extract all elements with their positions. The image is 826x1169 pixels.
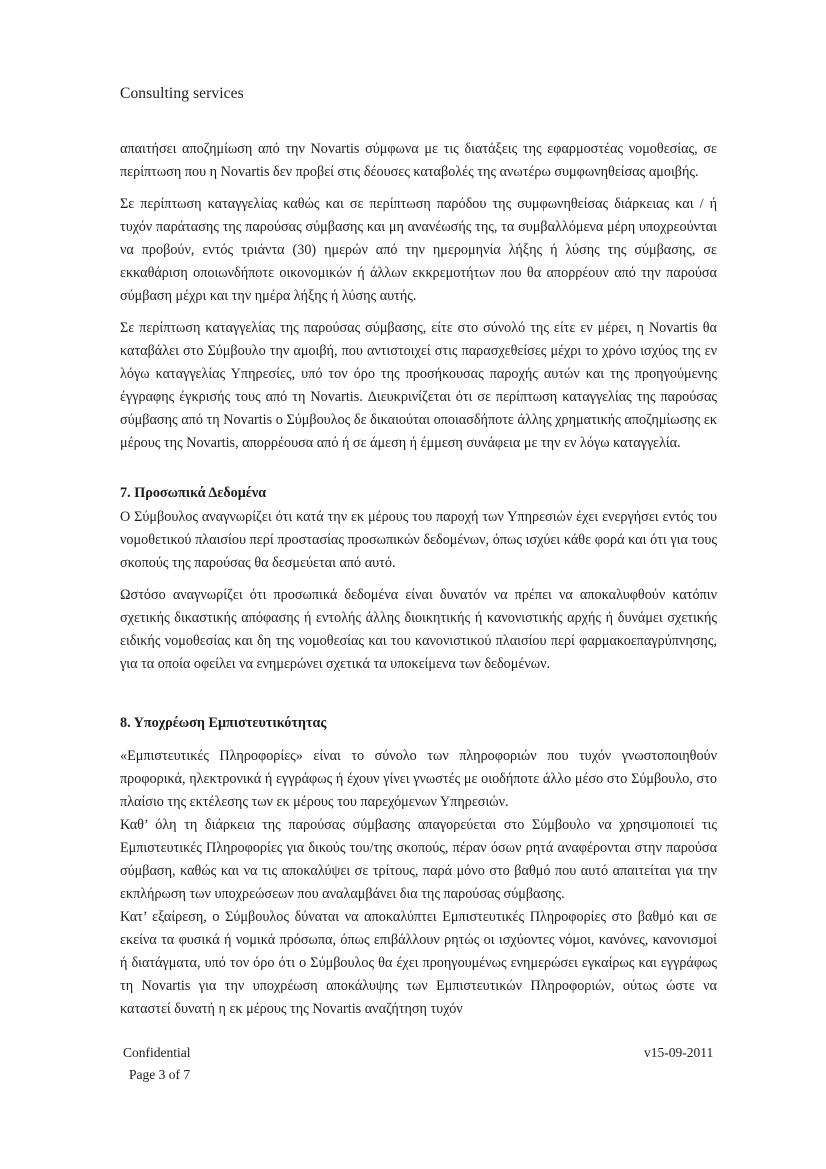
paragraph-data-protection: Ο Σύμβουλος αναγνωρίζει ότι κατά την εκ μέρους του παροχή των Υπηρεσιών έχει ενεργήσει εντός του νομοθετικού πλαισίου περί προστασίας προσωπικών δεδομένων, όπως ισχύει κάθε φορά και ότι για τους σκοπούς της παρούσας θα δεσμεύεται από αυτό. xyxy=(120,509,717,571)
paragraph-settlement: Σε περίπτωση καταγγελίας καθώς και σε περίπτωση παρόδου της συμφωνηθείσας διάρκειας και / ή τυχόν παράτασης της παρούσας σύμβασης και μη ανανέωσής της, τα συμβαλλόμενα μέρη υποχρεούνται να προβούν, εντός τριάντα (30) ημερών από την ημερομηνία λήξης ή λύσης της σύμβασης, σε εκκαθάριση οποιωνδήποτε οικονομικών ή άλλων εκκρεμοτήτων που θα απορρέουν από την παρούσα σύμβαση μέχρι και την ημέρα λήξης ή λύσης αυτής. xyxy=(120,196,717,304)
paragraph-termination-fee: Σε περίπτωση καταγγελίας της παρούσας σύμβασης, είτε στο σύνολό της είτε εν μέρει, η Novartis θα καταβάλει στο Σύμβουλο την αμοιβή, που αντιστοιχεί στις παρασχεθείσες μέχρι το χρόνο ισχύος της εν λόγω καταγγελίας Υπηρεσίες, υπό τον όρο της προσήκουσας παροχής αυτών και της προηγούμενης έγγραφης έγκρισής τους από τη Novartis. Διευκρινίζεται ότι σε περίπτωση καταγγελίας της παρούσας σύμβασης από τη Novartis ο Σύμβουλος δε δικαιούται οποιασδήποτε άλλης χρηματικής αποζημίωσης εκ μέρους της Novartis, απορρέουσα από ή σε άμεση ή έμμεση συνάφεια με την εν λόγω καταγγελία. xyxy=(120,320,717,451)
section-heading-confidentiality: 8. Υποχρέωση Εμπιστευτικότητας xyxy=(120,715,327,731)
paragraph-confidential-definition: «Εμπιστευτικές Πληροφορίες» είναι το σύνολο των πληροφοριών που τυχόν γνωστοποιηθούν προφορικά, ηλεκτρονικά ή εγγράφως ή έχουν γίνει γνωστές με οιοδήποτε άλλο μέσο στο Σύμβουλο, στο πλαίσιο της εκτέλεσης των εκ μέρους του παρεχόμενων Υπηρεσιών. xyxy=(120,748,717,810)
section-heading-personal-data: 7. Προσωπικά Δεδομένα xyxy=(120,485,267,501)
document-body xyxy=(120,138,717,1021)
paragraph-confidential-exception: Κατ’ εξαίρεση, ο Σύμβουλος δύναται να αποκαλύπτει Εμπιστευτικές Πληροφορίες στο βαθμό και σε εκείνα τα φυσικά ή νομικά πρόσωπα, όπως επιβάλλουν ρητώς οι ισχύοντες νόμοι, κανόνες, κανονισμοί ή διατάγματα, υπό τον όρο ότι ο Σύμβουλος θα έχει προηγουμένως ενημερώσει εγκαίρως και εγγράφως τη Novartis για την υποχρέωση αποκάλυψης των Εμπιστευτικών Πληροφοριών, ούτως ώστε να καταστεί δυνατή η εκ μέρους της Novartis αναζήτηση τυχόν xyxy=(120,909,717,1017)
paragraph-data-disclosure: Ωστόσο αναγνωρίζει ότι προσωπικά δεδομένα είναι δυνατόν να πρέπει να αποκαλυφθούν κατόπιν σχετικής δικαστικής απόφασης ή εντολής άλλης διοικητικής ή κανονιστικής αρχής ή δυνάμει σχετικής ειδικής νομοθεσίας και δη της νομοθεσίας και του κανονιστικού πλαισίου περί φαρμακοεπαγρύπνησης, για τα οποία οφείλει να ενημερώνει σχετικά τα υποκείμενα των δεδομένων. xyxy=(120,587,717,672)
paragraph-compensation: απαιτήσει αποζημίωση από την Novartis σύμφωνα με τις διατάξεις της εφαρμοστέας νομοθεσίας, σε περίπτωση που η Novartis δεν προβεί στις δέουσες καταβολές της ανωτέρω συμφωνηθείσας αμοιβής. xyxy=(120,141,717,180)
footer-left xyxy=(123,1042,191,1086)
paragraph-confidential-use: Καθ’ όλη τη διάρκεια της παρούσας σύμβασης απαγορεύεται στο Σύμβουλο να χρησιμοποιεί τις Εμπιστευτικές Πληροφορίες για δικούς του/της σκοπούς, πέραν όσων ρητά αναφέρονται στην παρούσα σύμβαση, καθώς και να τις αποκαλύψει σε τρίτους, παρά μόνο στο βαθμό που αυτό απαιτείται για την εκπλήρωση των υποχρεώσεων που αναλαμβάνει δια της παρούσας σύμβασης. xyxy=(120,817,717,902)
header-title: Consulting services xyxy=(120,85,244,102)
footer-version: v15-09-2011 xyxy=(644,1045,714,1060)
footer-page-number: Page 3 of 7 xyxy=(129,1067,191,1082)
footer-confidential-label: Confidential xyxy=(123,1045,191,1060)
